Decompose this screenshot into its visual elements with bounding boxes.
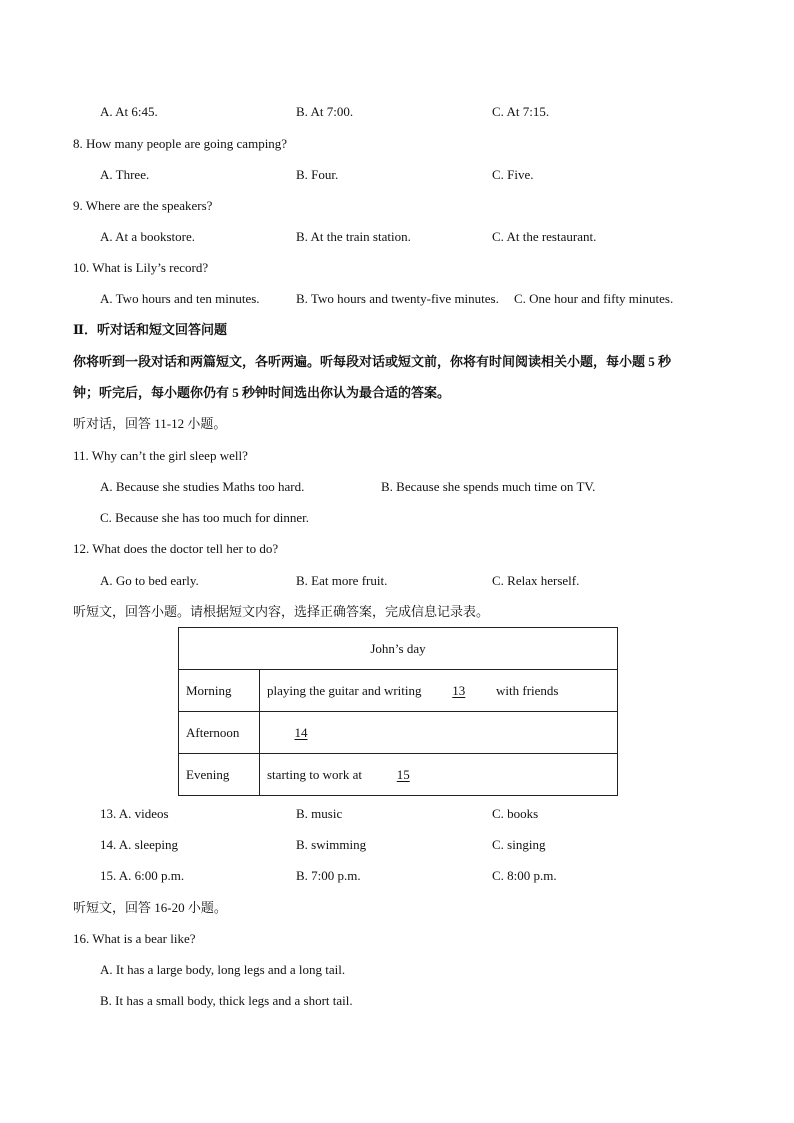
table-row-afternoon xyxy=(179,712,618,754)
section-instruction-line1: 你将听到一段对话和两篇短文，各听两遍。听每段对话或短文前，你将有时间阅读相关小题，每小题 5 秒 xyxy=(73,354,672,369)
info-record-table xyxy=(178,627,618,796)
blank-14: 14 xyxy=(294,724,308,740)
passage2-intro: 听短文，回答 16-20 小题。 xyxy=(73,900,227,915)
q13-option-c: C. books xyxy=(492,806,539,821)
q12-option-b: B. Eat more fruit. xyxy=(296,573,388,588)
q11-option-c: C. Because she has too much for dinner. xyxy=(100,510,310,525)
q8-option-b: B. Four. xyxy=(296,167,339,182)
blank-15: 15 xyxy=(396,766,410,782)
q8-question: 8. How many people are going camping? xyxy=(73,136,288,151)
section-instruction-line2: 钟；听完后，每小题你仍有 5 秒钟时间选出你认为最合适的答案。 xyxy=(73,385,451,400)
q10-question: 10. What is Lily’s record? xyxy=(73,260,209,275)
q16-option-b: B. It has a small body, thick legs and a short tail. xyxy=(100,993,353,1008)
q12-option-a: A. Go to bed early. xyxy=(100,573,199,588)
q15-option-a: 15. A. 6:00 p.m. xyxy=(100,868,185,883)
q10-option-b: B. Two hours and twenty-five minutes. xyxy=(296,291,499,306)
q9-option-b: B. At the train station. xyxy=(296,229,411,244)
q11-question: 11. Why can’t the girl sleep well? xyxy=(73,448,248,463)
q14-option-a: 14. A. sleeping xyxy=(100,837,178,852)
blank-13: 13 xyxy=(452,682,466,698)
q7-option-a: A. At 6:45. xyxy=(100,104,158,119)
q7-option-c: C. At 7:15. xyxy=(492,104,550,119)
row-label-afternoon: Afternoon xyxy=(179,712,260,754)
table-row-evening xyxy=(179,754,618,796)
row-content-afternoon xyxy=(260,712,618,754)
q13-option-a: 13. A. videos xyxy=(100,806,169,821)
q9-option-c: C. At the restaurant. xyxy=(492,229,597,244)
section-heading: Ⅱ．听对话和短文回答问题 xyxy=(73,322,227,337)
row-text-after: with friends xyxy=(492,682,559,698)
q7-option-b: B. At 7:00. xyxy=(296,104,354,119)
row-content-morning xyxy=(260,670,618,712)
dialogue-intro: 听对话，回答 11-12 小题。 xyxy=(73,416,227,431)
row-text-before: starting to work at xyxy=(267,766,366,782)
q10-option-c: C. One hour and fifty minutes. xyxy=(514,291,674,306)
q9-option-a: A. At a bookstore. xyxy=(100,229,195,244)
q12-option-c: C. Relax herself. xyxy=(492,573,580,588)
row-label-morning: Morning xyxy=(179,670,260,712)
q14-option-c: C. singing xyxy=(492,837,546,852)
q12-question: 12. What does the doctor tell her to do? xyxy=(73,541,279,556)
q8-option-a: A. Three. xyxy=(100,167,150,182)
q13-option-b: B. music xyxy=(296,806,343,821)
row-content-evening xyxy=(260,754,618,796)
q9-question: 9. Where are the speakers? xyxy=(73,198,213,213)
q11-option-b: B. Because she spends much time on TV. xyxy=(381,479,596,494)
q16-option-a: A. It has a large body, long legs and a long tail. xyxy=(100,962,346,977)
q15-option-b: B. 7:00 p.m. xyxy=(296,868,361,883)
row-label-evening: Evening xyxy=(179,754,260,796)
q15-option-c: C. 8:00 p.m. xyxy=(492,868,557,883)
q11-option-a: A. Because she studies Maths too hard. xyxy=(100,479,305,494)
passage1-intro: 听短文，回答小题。请根据短文内容，选择正确答案，完成信息记录表。 xyxy=(73,604,490,619)
table-row-morning xyxy=(179,670,618,712)
q10-option-a: A. Two hours and ten minutes. xyxy=(100,291,260,306)
q14-option-b: B. swimming xyxy=(296,837,367,852)
q8-option-c: C. Five. xyxy=(492,167,534,182)
q16-question: 16. What is a bear like? xyxy=(73,931,196,946)
table-title: John’s day xyxy=(179,628,618,670)
row-text-before: playing the guitar and writing xyxy=(267,682,425,698)
